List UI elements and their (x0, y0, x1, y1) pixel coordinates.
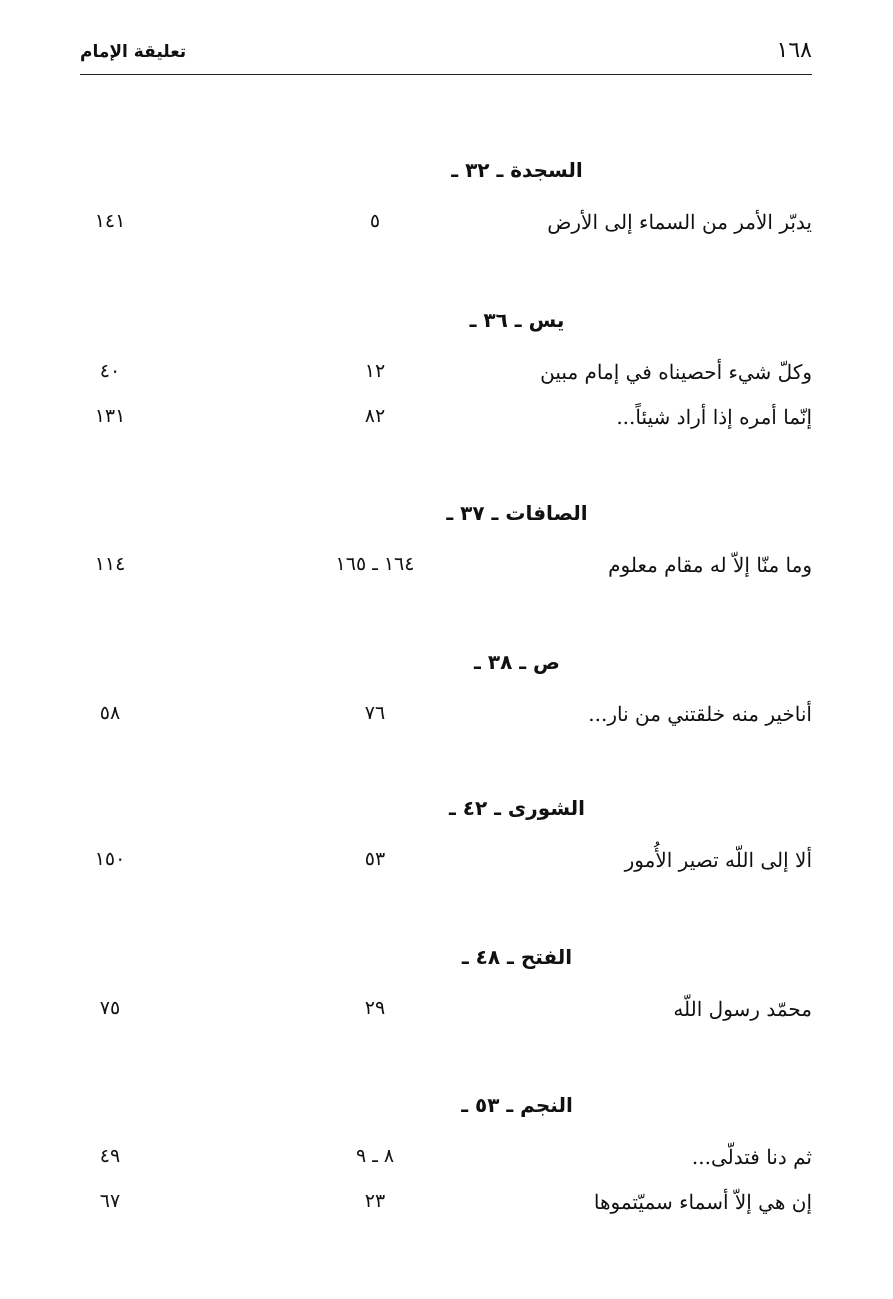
verse-text: إن هي إلاّ أسماء سميّتموها (593, 1190, 812, 1214)
page-reference: ١٤١ (94, 210, 126, 232)
surah-heading: الفتح ـ ٤٨ ـ (461, 945, 573, 969)
verse-text: محمّد رسول اللّه (673, 997, 812, 1021)
running-title: تعليقة الإمام (80, 42, 187, 62)
surah-heading: يس ـ ٣٦ ـ (469, 308, 565, 332)
index-entry (80, 848, 812, 882)
page-reference: ٤٩ (99, 1145, 121, 1167)
verse-number: ٢٣ (364, 1190, 386, 1212)
index-entry (80, 553, 812, 587)
index-entry (80, 997, 812, 1031)
index-entry (80, 210, 812, 244)
surah-heading: النجم ـ ٥٣ ـ (461, 1093, 573, 1117)
verse-number: ٥ (369, 210, 381, 232)
verse-text: أناخير منه خلقتني من نار... (588, 702, 812, 726)
surah-heading: ص ـ ٣٨ ـ (474, 650, 560, 674)
page-reference: ٤٠ (99, 360, 121, 382)
page-reference: ١٥٠ (94, 848, 126, 870)
verse-text: ثم دنا فتدلّى... (691, 1145, 812, 1169)
page-reference: ١٣١ (94, 405, 126, 427)
verse-text: وما منّا إلاّ له مقام معلوم (608, 553, 812, 577)
index-entry (80, 1190, 812, 1224)
surah-heading: السجدة ـ ٣٢ ـ (451, 158, 583, 182)
verse-text: إنّما أمره إذا أراد شيئاً... (616, 405, 812, 429)
index-entry (80, 702, 812, 736)
surah-heading: الصافات ـ ٣٧ ـ (446, 501, 588, 525)
verse-number: ٥٣ (364, 848, 386, 870)
verse-text: وكلّ شيء أحصيناه في إمام مبين (540, 360, 812, 384)
index-entry (80, 405, 812, 439)
page-reference: ٥٨ (99, 702, 121, 724)
verse-number: ١٢ (364, 360, 386, 382)
page-reference: ١١٤ (94, 553, 126, 575)
verse-number: ٨٢ (364, 405, 386, 427)
surah-heading: الشورى ـ ٤٢ ـ (448, 796, 586, 820)
verse-number: ٨ ـ ٩ (355, 1145, 395, 1167)
page-header (80, 38, 812, 75)
index-entry (80, 1145, 812, 1179)
page-reference: ٦٧ (99, 1190, 121, 1212)
verse-text: ألا إلى اللّه تصير الأُمور (624, 848, 812, 872)
verse-number: ٧٦ (364, 702, 386, 724)
page-number: ١٦٨ (776, 38, 812, 63)
index-entry (80, 360, 812, 394)
verse-number: ٢٩ (364, 997, 386, 1019)
verse-number: ١٦٤ ـ ١٦٥ (335, 553, 415, 575)
verse-text: يدبّر الأمر من السماء إلى الأرض (547, 210, 812, 234)
page-reference: ٧٥ (99, 997, 121, 1019)
